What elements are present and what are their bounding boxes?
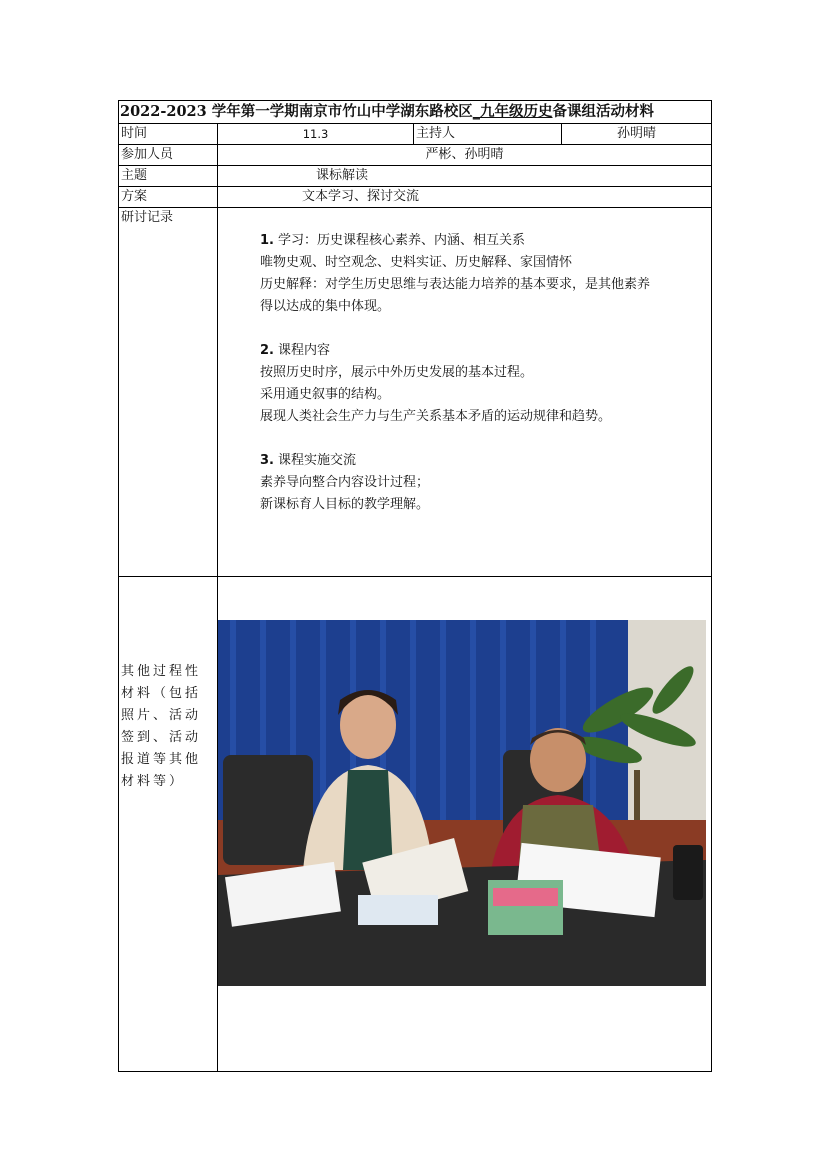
- section-2-line: 展现人类社会生产力与生产关系基本矛盾的运动规律和趋势。: [260, 409, 612, 424]
- section-3-line: 素养导向整合内容设计过程；: [260, 475, 430, 490]
- section-1-line: 唯物史观、时空观念、史料实证、历史解释、家国情怀: [260, 255, 573, 270]
- discussion-notes: [218, 208, 712, 577]
- topic-value: 课标解读: [218, 166, 712, 187]
- section-2-line: 按照历史时序，展示中外历史发展的基本过程。: [260, 365, 534, 380]
- other-materials-label: 其他过程性材料（包括照片、活动签到、活动报道等其他材料等）: [119, 577, 218, 1072]
- notes-label: 研讨记录: [119, 208, 218, 577]
- section-3-line: 新课标育人目标的教学理解。: [260, 497, 430, 512]
- title-suffix: 备课组活动材料: [552, 103, 655, 120]
- section-2-line: 采用通史叙事的结构。: [260, 387, 391, 402]
- host-label: 主持人: [414, 124, 562, 145]
- topic-label: 主题: [119, 166, 218, 187]
- section-3-heading: 3. 课程实施交流: [260, 453, 356, 468]
- plan-label: 方案: [119, 187, 218, 208]
- participants-value: 严彬、孙明晴: [218, 145, 712, 166]
- time-label: 时间: [119, 124, 218, 145]
- plan-value: 文本学习、探讨交流: [218, 187, 712, 208]
- meeting-photo: [218, 620, 706, 986]
- title-prefix: 2022-2023 学年第一学期南京市竹山中学湖东路校区: [120, 103, 473, 120]
- photo-cell: [218, 577, 712, 1072]
- title-underlined: _九年级历史: [472, 103, 553, 120]
- document-title: [119, 101, 712, 124]
- section-1-heading: 1. 学习：历史课程核心素养、内涵、相互关系: [260, 233, 525, 248]
- activity-record-table: [118, 100, 712, 1072]
- section-1-line: 历史解释：对学生历史思维与表达能力培养的基本要求，是其他素养: [260, 277, 651, 292]
- participants-label: 参加人员: [119, 145, 218, 166]
- time-value: 11.3: [218, 124, 414, 145]
- section-1-line: 得以达成的集中体现。: [260, 299, 391, 314]
- section-2-heading: 2. 课程内容: [260, 343, 330, 358]
- host-value: 孙明晴: [562, 124, 712, 145]
